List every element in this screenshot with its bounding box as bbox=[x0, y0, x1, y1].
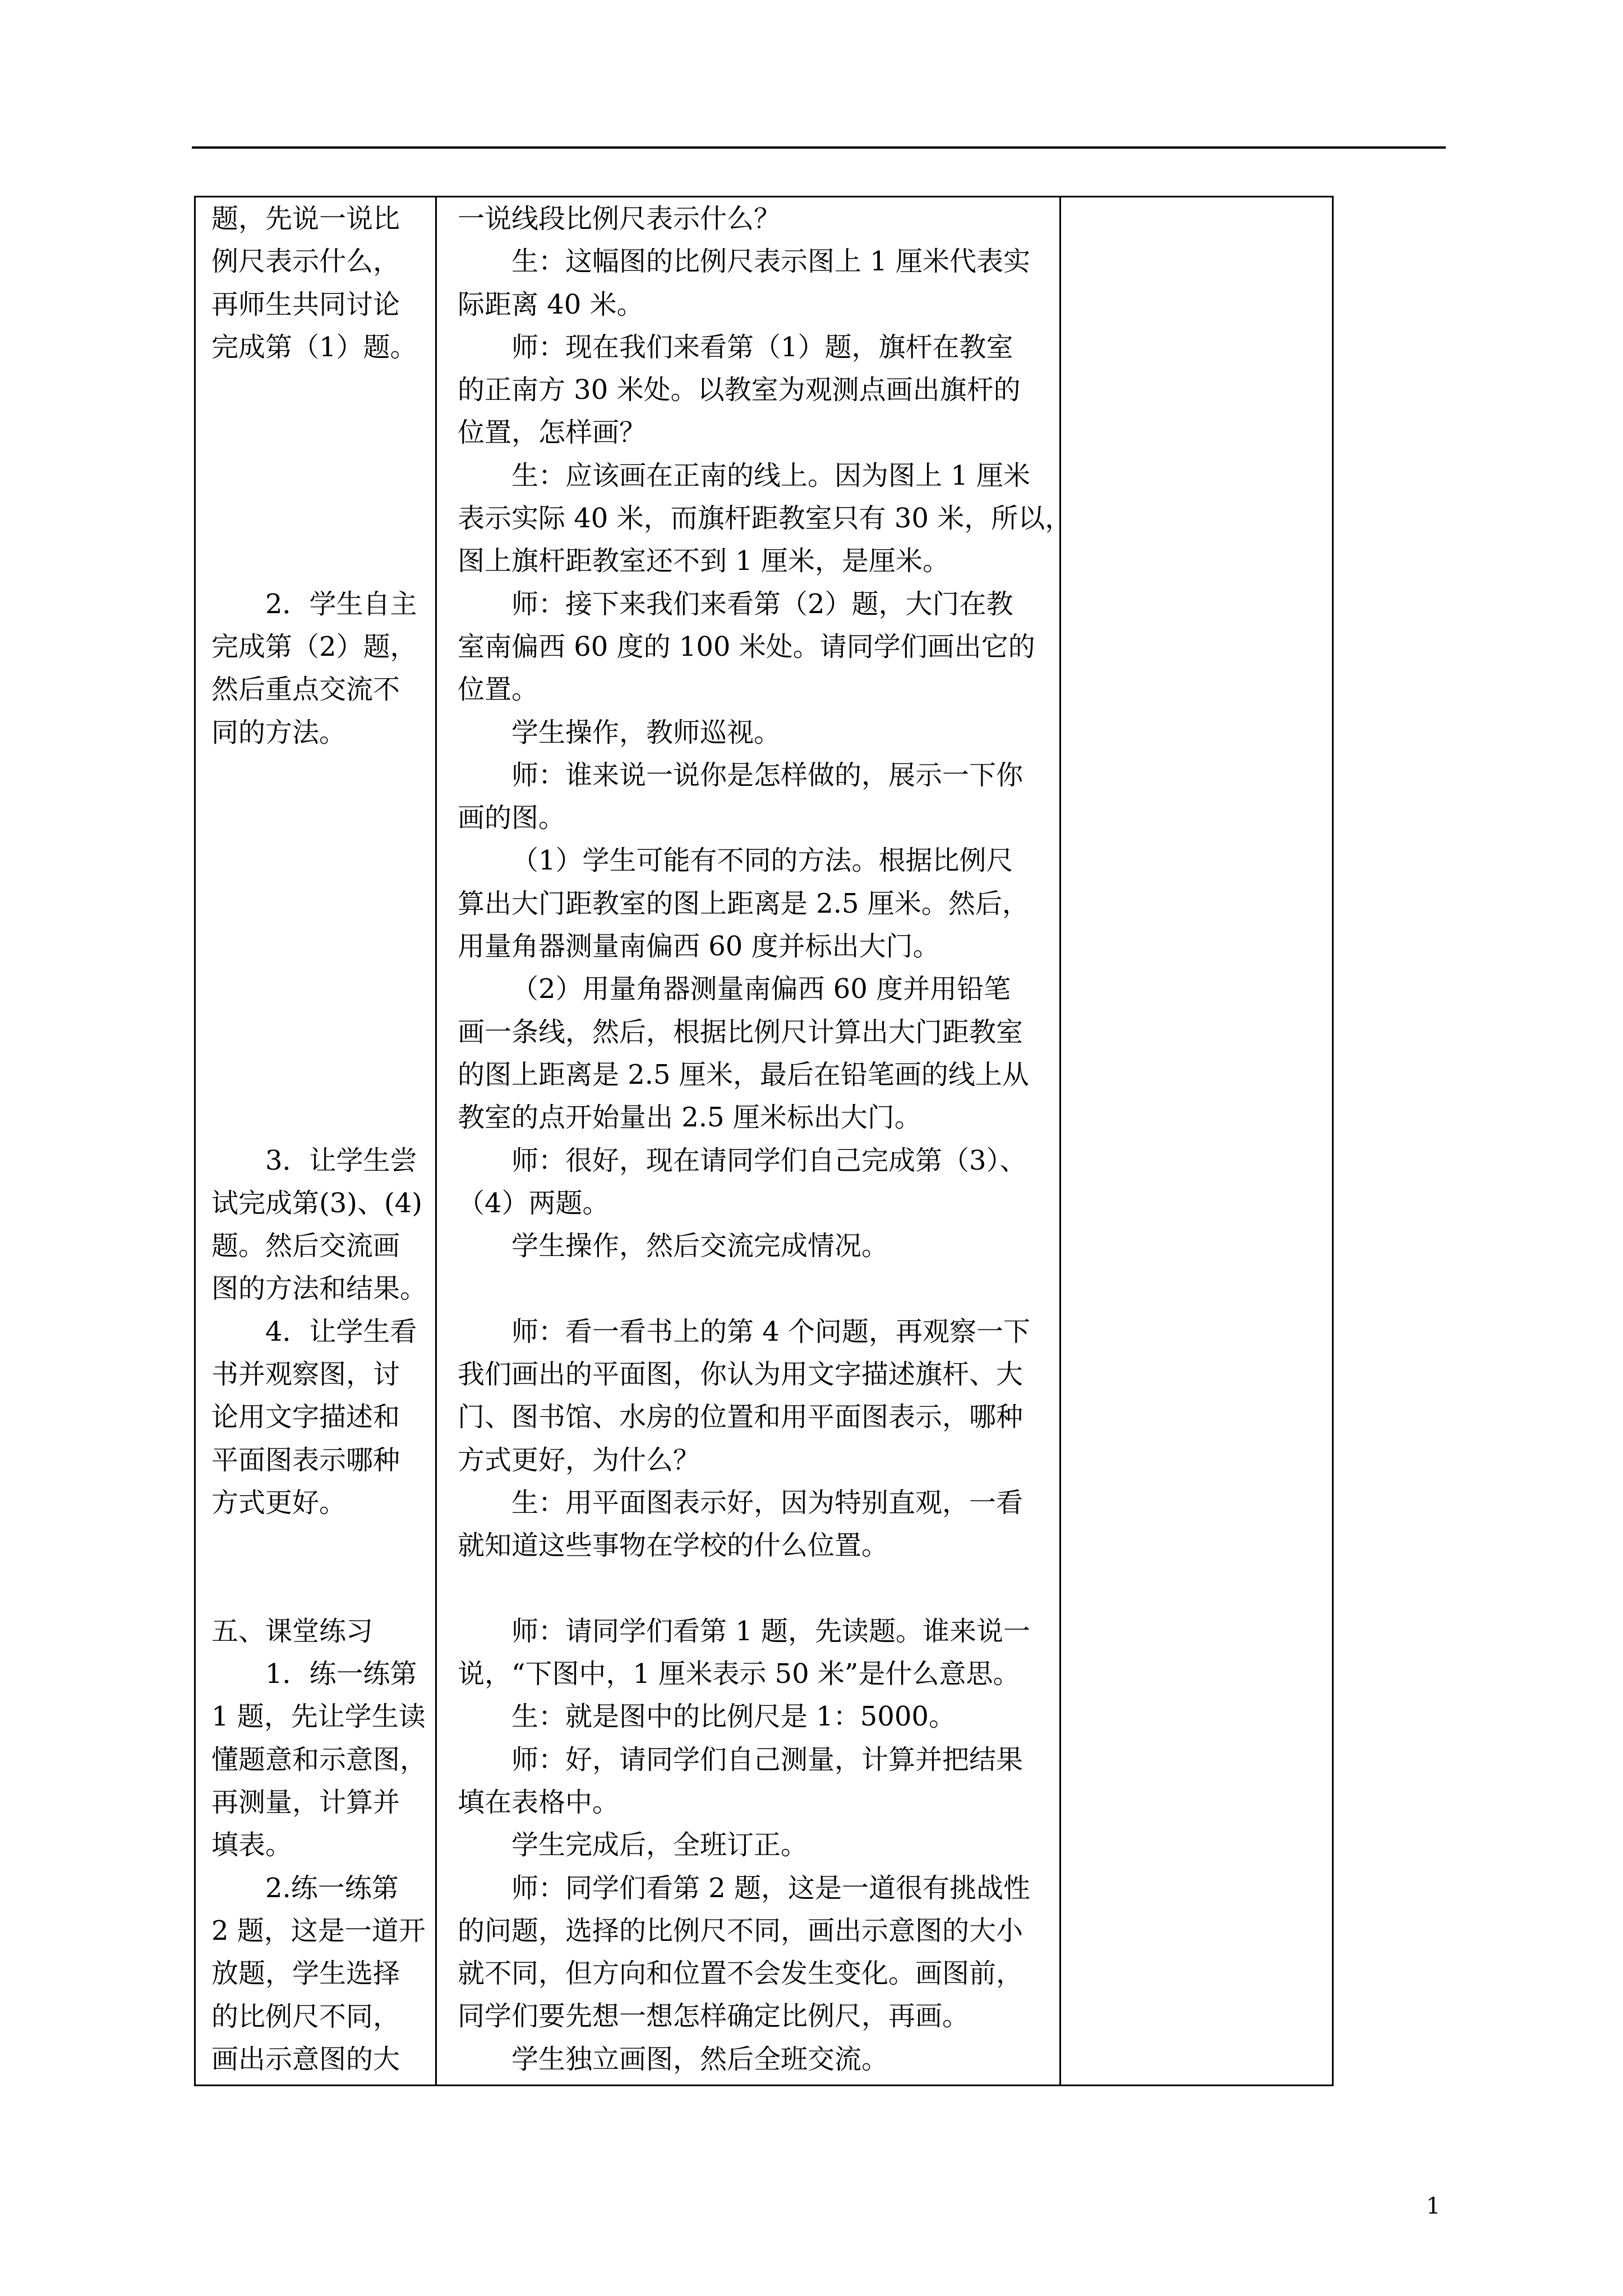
paragraph bbox=[458, 326, 1059, 454]
paragraph bbox=[211, 1653, 435, 1866]
text-line: 书并观察图，讨 bbox=[211, 1359, 400, 1391]
text-line: 的比例尺不同， bbox=[211, 2000, 400, 2032]
text-line: 图上旗杆距教室还不到 1 厘米，是厘米。 bbox=[458, 545, 950, 577]
page-number: 1 bbox=[1426, 2193, 1441, 2219]
text-line: 的问题，选择的比例尺不同，画出示意图的大小 bbox=[458, 1915, 1023, 1947]
text-line: 师：好，请同学们自己测量，计算并把结果 bbox=[511, 1743, 1023, 1775]
text-line: 际距离 40 米。 bbox=[458, 288, 644, 320]
paragraph bbox=[211, 1139, 435, 1310]
text-line: 生：用平面图表示好，因为特别直观，一看 bbox=[511, 1487, 1023, 1519]
text-line: 例尺表示什么， bbox=[211, 246, 400, 278]
text-line: 算出大门距教室的图上距离是 2.5 厘米。然后， bbox=[458, 887, 1029, 919]
text-line: 试完成第(3)、(4) bbox=[211, 1187, 422, 1219]
text-line: 学生操作，然后交流完成情况。 bbox=[511, 1230, 889, 1262]
paragraph bbox=[458, 1695, 1059, 1738]
paragraph bbox=[458, 1310, 1059, 1481]
text-line: 用量角器测量南偏西 60 度并标出大门。 bbox=[458, 931, 940, 963]
paragraph bbox=[458, 2038, 1059, 2081]
text-line: 2 题，这是一道开 bbox=[211, 1915, 426, 1947]
text-line: 画的图。 bbox=[458, 802, 566, 834]
paragraph bbox=[211, 583, 435, 754]
paragraph bbox=[458, 197, 1059, 240]
text-line: 题，先说一说比 bbox=[211, 203, 400, 234]
text-line: 2.练一练第 bbox=[265, 1872, 399, 1904]
text-line: 同的方法。 bbox=[211, 716, 347, 748]
text-line: 方式更好，为什么？ bbox=[458, 1444, 700, 1476]
text-line: 画出示意图的大 bbox=[211, 2043, 400, 2075]
text-line: 表示实际 40 米，而旗杆距教室只有 30 米，所以， bbox=[458, 503, 1072, 535]
text-line: 图的方法和结果。 bbox=[211, 1273, 427, 1305]
text-line: 生：这幅图的比例尺表示图上 1 厘米代表实 bbox=[511, 246, 1031, 278]
paragraph bbox=[458, 1610, 1059, 1696]
text-line: 学生完成后，全班订正。 bbox=[511, 1829, 808, 1861]
paragraph bbox=[458, 968, 1059, 1139]
text-line: 师：接下来我们来看第（2）题，大门在教 bbox=[511, 588, 1013, 620]
paragraph bbox=[458, 1824, 1059, 1866]
text-line: 一说线段比例尺表示什么？ bbox=[458, 203, 781, 234]
paragraph bbox=[458, 240, 1059, 326]
text-line: 就不同，但方向和位置不会发生变化。画图前， bbox=[458, 1958, 1023, 1990]
text-line: 画一条线，然后，根据比例尺计算出大门距教室 bbox=[458, 1016, 1023, 1048]
text-line: 说，“下图中，1 厘米表示 50 米”是什么意思。 bbox=[458, 1658, 1020, 1690]
text-line: 再师生共同讨论 bbox=[211, 288, 400, 320]
text-line: 教室的点开始量出 2.5 厘米标出大门。 bbox=[458, 1102, 921, 1134]
text-line: 的正南方 30 米处。以教室为观测点画出旗杆的 bbox=[458, 374, 1021, 406]
paragraph bbox=[458, 1225, 1059, 1267]
paragraph bbox=[211, 197, 435, 369]
text-line: （2）用量角器测量南偏西 60 度并用铅笔 bbox=[511, 973, 1011, 1005]
text-line: 平面图表示哪种 bbox=[211, 1444, 400, 1476]
lesson-table bbox=[194, 196, 1334, 2086]
text-line: 学生独立画图，然后全班交流。 bbox=[511, 2043, 889, 2075]
header-rule bbox=[192, 146, 1446, 149]
text-line: 论用文字描述和 bbox=[211, 1401, 400, 1433]
text-line: 位置，怎样画？ bbox=[458, 417, 647, 449]
text-line: （1）学生可能有不同的方法。根据比例尺 bbox=[511, 845, 1013, 877]
text-line: 生：应该画在正南的线上。因为图上 1 厘米 bbox=[511, 459, 1031, 491]
text-line: 3．让学生尝 bbox=[265, 1144, 417, 1176]
text-line: 师：现在我们来看第（1）题，旗杆在教室 bbox=[511, 331, 1013, 363]
text-line: 五、课堂练习 bbox=[211, 1615, 374, 1647]
text-line: 师：谁来说一说你是怎样做的，展示一下你 bbox=[511, 759, 1023, 791]
text-line: 2．学生自主 bbox=[265, 588, 417, 620]
text-line: 1 题，先让学生读 bbox=[211, 1701, 426, 1733]
text-line: 再测量，计算并 bbox=[211, 1787, 400, 1819]
text-line: （4）两题。 bbox=[458, 1187, 610, 1219]
text-line: 就知道这些事物在学校的什么位置。 bbox=[458, 1530, 889, 1562]
text-line: 位置。 bbox=[458, 674, 539, 706]
text-line: 填表。 bbox=[211, 1829, 293, 1861]
process-cell bbox=[437, 197, 1072, 2085]
text-line: 然后重点交流不 bbox=[211, 674, 400, 706]
paragraph bbox=[458, 454, 1072, 583]
section-heading bbox=[211, 1610, 435, 1653]
paragraph bbox=[458, 1738, 1059, 1824]
paragraph bbox=[458, 754, 1059, 840]
text-line: 1．练一练第 bbox=[265, 1658, 417, 1690]
paragraph bbox=[211, 1867, 435, 2081]
text-line: 完成第（2）题， bbox=[211, 631, 417, 662]
text-line: 完成第（1）题。 bbox=[211, 331, 417, 363]
text-line: 方式更好。 bbox=[211, 1487, 347, 1519]
text-line: 门、图书馆、水房的位置和用平面图表示，哪种 bbox=[458, 1401, 1023, 1433]
text-line: 学生操作，教师巡视。 bbox=[511, 716, 781, 748]
text-line: 的图上距离是 2.5 厘米，最后在铅笔画的线上从 bbox=[458, 1059, 1029, 1091]
method-cell bbox=[196, 197, 437, 2085]
paragraph bbox=[211, 1310, 435, 1524]
text-line: 我们画出的平面图，你认为用文字描述旗杆、大 bbox=[458, 1359, 1023, 1391]
text-line: 室南偏西 60 度的 100 米处。请同学们画出它的 bbox=[458, 631, 1035, 662]
text-line: 懂题意和示意图， bbox=[211, 1743, 427, 1775]
text-line: 师：看一看书上的第 4 个问题，再观察一下 bbox=[511, 1315, 1031, 1347]
text-line: 题。然后交流画 bbox=[211, 1230, 400, 1262]
text-line: 师：同学们看第 2 题，这是一道很有挑战性 bbox=[511, 1872, 1031, 1904]
text-line: 师：请同学们看第 1 题，先读题。谁来说一 bbox=[511, 1615, 1031, 1647]
paragraph bbox=[458, 1139, 1059, 1225]
paragraph bbox=[458, 1481, 1059, 1567]
text-line: 放题，学生选择 bbox=[211, 1958, 400, 1990]
paragraph bbox=[458, 583, 1059, 711]
text-line: 师：很好，现在请同学们自己完成第（3）、 bbox=[511, 1144, 1027, 1176]
text-line: 填在表格中。 bbox=[458, 1786, 620, 1818]
text-line: 同学们要先想一想怎样确定比例尺，再画。 bbox=[458, 2000, 970, 2032]
notes-cell bbox=[1061, 197, 1332, 2085]
paragraph bbox=[458, 839, 1059, 968]
text-line: 4．让学生看 bbox=[265, 1315, 417, 1347]
paragraph bbox=[458, 1867, 1059, 2038]
paragraph bbox=[458, 711, 1059, 754]
text-line: 生：就是图中的比例尺是 1：5000。 bbox=[511, 1701, 956, 1733]
